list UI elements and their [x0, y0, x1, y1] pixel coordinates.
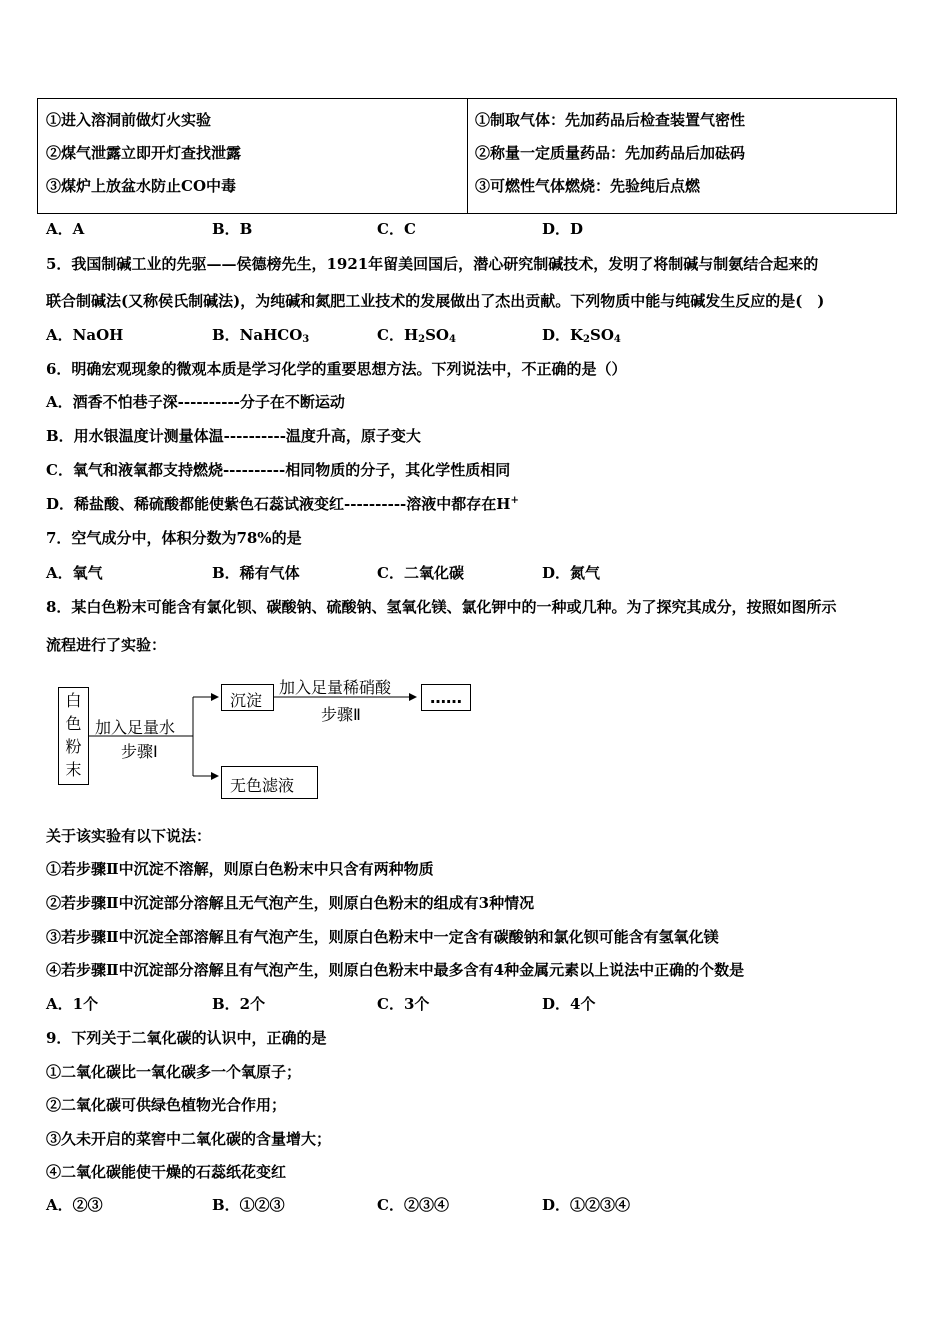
flow-start-char-4: 末 [65, 760, 82, 779]
q5-option-c: C．$H_2SO_4$ [377, 326, 456, 345]
flow-precipitate-label: 沉淀 [230, 691, 263, 710]
q5-option-a: A．NaOH [46, 326, 124, 344]
q9-option-d: D．①②③④ [542, 1196, 631, 1214]
table-divider [467, 99, 468, 213]
q9-statement-4: ④二氧化碳能使干燥的石蕊纸花变红 [46, 1163, 287, 1181]
q9-stem: 9．下列关于二氧化碳的认识中，正确的是 [46, 1029, 327, 1047]
q4-option-a: A．A [46, 220, 85, 238]
options-table [37, 98, 897, 214]
q7-option-b: B．稀有气体 [212, 564, 300, 582]
q7-option-d: D．氮气 [542, 564, 601, 582]
q8-stem-line-2: 流程进行了实验： [46, 636, 167, 654]
flow-step2-top-label: 加入足量稀硝酸 [279, 678, 392, 697]
experiment-flowchart [55, 670, 485, 810]
q8-option-b: B．2个 [212, 995, 266, 1013]
table-right-item-2: ②称量一定质量药品：先加药品后加砝码 [475, 144, 746, 162]
flow-result-label: …… [430, 688, 462, 707]
q5-stem-line-1: 5．我国制碱工业的先驱——侯德榜先生，1921年留美回国后，潜心研究制碱技术，发明了将制碱与制氨结合起来的 [46, 255, 819, 273]
q9-statement-2: ②二氧化碳可供绿色植物光合作用； [46, 1096, 287, 1114]
flow-start-char-1: 白 [65, 691, 82, 710]
q9-option-c: C．②③④ [377, 1196, 449, 1214]
flow-filtrate-box [221, 766, 318, 799]
flow-step1-bottom-label: 步骤Ⅰ [121, 742, 158, 761]
q9-option-b: B．①②③ [212, 1196, 285, 1214]
q6-option-d: D．稀盐酸、稀硫酸都能使紫色石蕊试液变红----------溶液中都存在H+ [46, 495, 519, 513]
q8-option-d: D．4个 [542, 995, 596, 1013]
table-left-item-2: ②煤气泄露立即开灯查找泄露 [46, 144, 242, 162]
q5-stem-line-2: 联合制碱法(又称侯氏制碱法)，为纯碱和氮肥工业技术的发展做出了杰出贡献。下列物质中能与纯碱发生反应的是( ) [46, 292, 825, 310]
q6-option-a: A．酒香不怕巷子深----------分子在不断运动 [46, 393, 345, 411]
flow-step1-top-label: 加入足量水 [95, 718, 176, 737]
flow-start-char-2: 色 [65, 714, 82, 733]
q8-intro: 关于该实验有以下说法： [46, 827, 212, 845]
q8-statement-2: ②若步骤Ⅱ中沉淀部分溶解且无气泡产生，则原白色粉末的组成有3种情况 [46, 894, 535, 912]
table-right-item-3: ③可燃性气体燃烧：先验纯后点燃 [475, 177, 701, 195]
flow-precipitate-box [221, 684, 274, 711]
q4-option-c: C．C [377, 220, 416, 238]
q6-option-c: C．氧气和液氧都支持燃烧----------相同物质的分子，其化学性质相同 [46, 461, 511, 479]
q8-option-a: A．1个 [46, 995, 99, 1013]
table-right-item-1: ①制取气体：先加药品后检查装置气密性 [475, 111, 746, 129]
q6-stem: 6．明确宏观现象的微观本质是学习化学的重要思想方法。下列说法中，不正确的是（） [46, 360, 627, 378]
table-left-item-1: ①进入溶洞前做灯火实验 [46, 111, 212, 129]
flow-step2-bottom-label: 步骤Ⅱ [321, 705, 361, 724]
q8-stem-line-1: 8．某白色粉末可能含有氯化钡、碳酸钠、硫酸钠、氢氧化镁、氯化钾中的一种或几种。为了探究其成分，按照如图所示 [46, 598, 837, 616]
q9-statement-1: ①二氧化碳比一氧化碳多一个氧原子； [46, 1063, 302, 1081]
q8-statement-3: ③若步骤Ⅱ中沉淀全部溶解且有气泡产生，则原白色粉末中一定含有碳酸钠和氯化钡可能含有氢氧化镁 [46, 928, 719, 946]
q7-option-a: A．氧气 [46, 564, 103, 582]
q9-option-a: A．②③ [46, 1196, 103, 1214]
q4-option-b: B．B [212, 220, 253, 238]
q7-option-c: C．二氧化碳 [377, 564, 464, 582]
q9-statement-3: ③久未开启的菜窖中二氧化碳的含量增大； [46, 1130, 332, 1148]
q5-option-d: D．$K_2SO_4$ [542, 326, 621, 345]
q7-stem: 7．空气成分中，体积分数为78%的是 [46, 529, 302, 547]
flow-result-box [421, 684, 471, 711]
q6-option-b: B．用水银温度计测量体温----------温度升高，原子变大 [46, 427, 421, 445]
q4-option-d: D．D [542, 220, 584, 238]
flow-start-char-3: 粉 [65, 737, 82, 756]
q5-option-b: B．NaHCO$_3$ [212, 326, 310, 345]
q8-statement-4: ④若步骤Ⅱ中沉淀部分溶解且有气泡产生，则原白色粉末中最多含有4种金属元素以上说法中正确的个数是 [46, 961, 745, 979]
table-left-item-3: ③煤炉上放盆水防止CO中毒 [46, 177, 237, 195]
q8-option-c: C．3个 [377, 995, 430, 1013]
flow-filtrate-label: 无色滤液 [230, 776, 295, 795]
q8-statement-1: ①若步骤Ⅱ中沉淀不溶解，则原白色粉末中只含有两种物质 [46, 860, 434, 878]
